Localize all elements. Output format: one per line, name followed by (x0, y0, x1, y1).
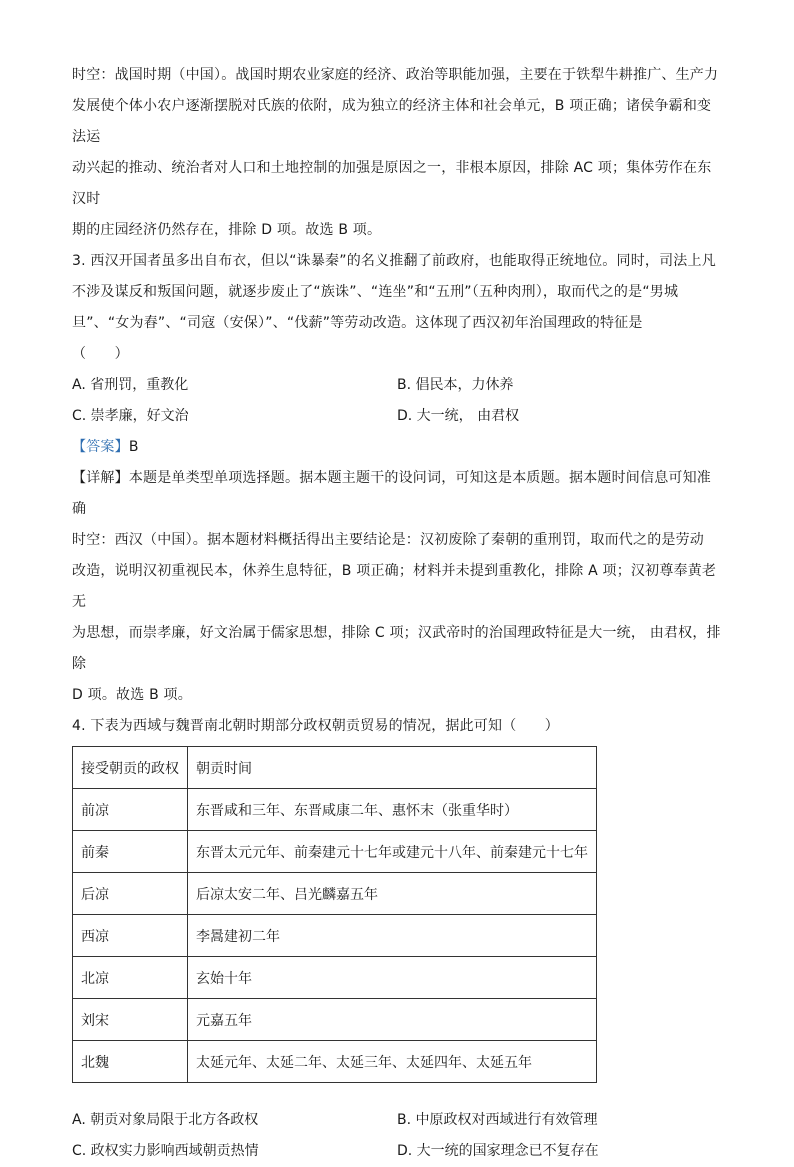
table-cell-regime: 前秦 (73, 831, 188, 873)
table-row (73, 957, 597, 999)
document-page (72, 60, 724, 1167)
table-row (73, 1041, 597, 1083)
table-row (73, 831, 597, 873)
table-cell-time: 东晋咸和三年、东晋咸康二年、惠怀末（张重华时） (188, 789, 597, 831)
table-cell-time: 东晋太元元年、前秦建元十七年或建元十八年、前秦建元十七年 (188, 831, 597, 873)
table-header-row (73, 747, 597, 789)
question-stem: 4. 下表为西域与魏晋南北朝时期部分政权朝贡贸易的情况，据此可知（ ） (72, 718, 560, 734)
option-b: B. 中原政权对西域进行有效管理 (397, 1112, 598, 1128)
detail-line (72, 463, 724, 525)
option-d: D. 大一统， 由君权 (397, 408, 520, 424)
option-b: B. 倡民本，力休养 (397, 377, 514, 393)
table-cell-time: 元嘉五年 (188, 999, 597, 1041)
question-3 (72, 246, 724, 711)
table-cell-regime: 刘宋 (73, 999, 188, 1041)
answer-line (72, 432, 724, 463)
detail-line: 时空：战国时期（中国）。战国时期农业家庭的经济、政治等职能加强，主要在于铁犁牛耕推广、生产力 (72, 67, 719, 83)
detail-line: D 项。故选 B 项。 (72, 687, 192, 703)
table-row (73, 873, 597, 915)
question-stem-line: 旦”、“女为舂”、“司寇（安保）”、“伐薪”等劳动改造。这体现了西汉初年治国理政的特征是 (72, 315, 643, 331)
option-c: C. 崇孝廉，好文治 (72, 408, 189, 424)
detail-line: 为思想，而崇孝廉，好文治属于儒家思想，排除 C 项；汉武帝时的治国理政特征是大一统， 由君权，排除 (72, 625, 721, 672)
tribute-table (72, 746, 597, 1083)
table-header-cell: 接受朝贡的政权 (73, 747, 188, 789)
prev-question-detail (72, 60, 724, 246)
table-cell-regime: 北凉 (73, 957, 188, 999)
detail-line: 时空：西汉（中国）。据本题材料概括得出主要结论是：汉初废除了秦朝的重刑罚，取而代之的是劳动 (72, 532, 704, 548)
question-4 (72, 711, 724, 1167)
table-cell-time: 李暠建初二年 (188, 915, 597, 957)
table-header-cell: 朝贡时间 (188, 747, 597, 789)
option-d: D. 大一统的国家理念已不复存在 (397, 1143, 599, 1159)
table-cell-time: 太延元年、太延二年、太延三年、太延四年、太延五年 (188, 1041, 597, 1083)
option-a: A. 朝贡对象局限于北方各政权 (72, 1112, 259, 1128)
table-cell-time: 玄始十年 (188, 957, 597, 999)
answer-value: B (128, 439, 139, 455)
table-cell-regime: 前凉 (73, 789, 188, 831)
options-grid (72, 1105, 724, 1167)
table-row (73, 999, 597, 1041)
table-row (73, 789, 597, 831)
option-c: C. 政权实力影响西域朝贡热情 (72, 1143, 259, 1159)
table-cell-time: 后凉太安二年、吕光麟嘉五年 (188, 873, 597, 915)
detail-line: 改造，说明汉初重视民本，休养生息特征，B 项正确；材料并未提到重教化，排除 A 项；汉初尊奉黄老无 (72, 563, 717, 610)
table-row (73, 915, 597, 957)
answer-tag: 【答案】 (72, 439, 129, 455)
options-grid (72, 370, 724, 432)
table-cell-regime: 北魏 (73, 1041, 188, 1083)
table-cell-regime: 西凉 (73, 915, 188, 957)
detail-line: 发展使个体小农户逐渐摆脱对氏族的依附，成为独立的经济主体和社会单元，B 项正确；诸侯争霸和变法运 (72, 98, 712, 145)
question-stem-line: 3. 西汉开国者虽多出自布衣，但以“诛暴秦”的名义推翻了前政府，也能取得正统地位。同时，司法上凡 (72, 253, 716, 269)
question-stem-line: （ ） (72, 346, 129, 362)
detail-line: 动兴起的推动、统治者对人口和土地控制的加强是原因之一，非根本原因，排除 AC 项；集体劳作在东汉时 (72, 160, 712, 207)
detail-tag: 【详解】 (72, 470, 129, 486)
detail-line: 期的庄园经济仍然存在，排除 D 项。故选 B 项。 (72, 222, 382, 238)
question-stem-line: 不涉及谋反和叛国问题，就逐步废止了“族诛”、“连坐”和“五刑”（五种肉刑），取而代之的是“男城 (72, 284, 679, 300)
option-a: A. 省刑罚，重教化 (72, 377, 189, 393)
detail-text: 本题是单类型单项选择题。据本题主题干的设问词，可知这是本质题。据本题时间信息可知准确 (72, 470, 712, 517)
table-cell-regime: 后凉 (73, 873, 188, 915)
